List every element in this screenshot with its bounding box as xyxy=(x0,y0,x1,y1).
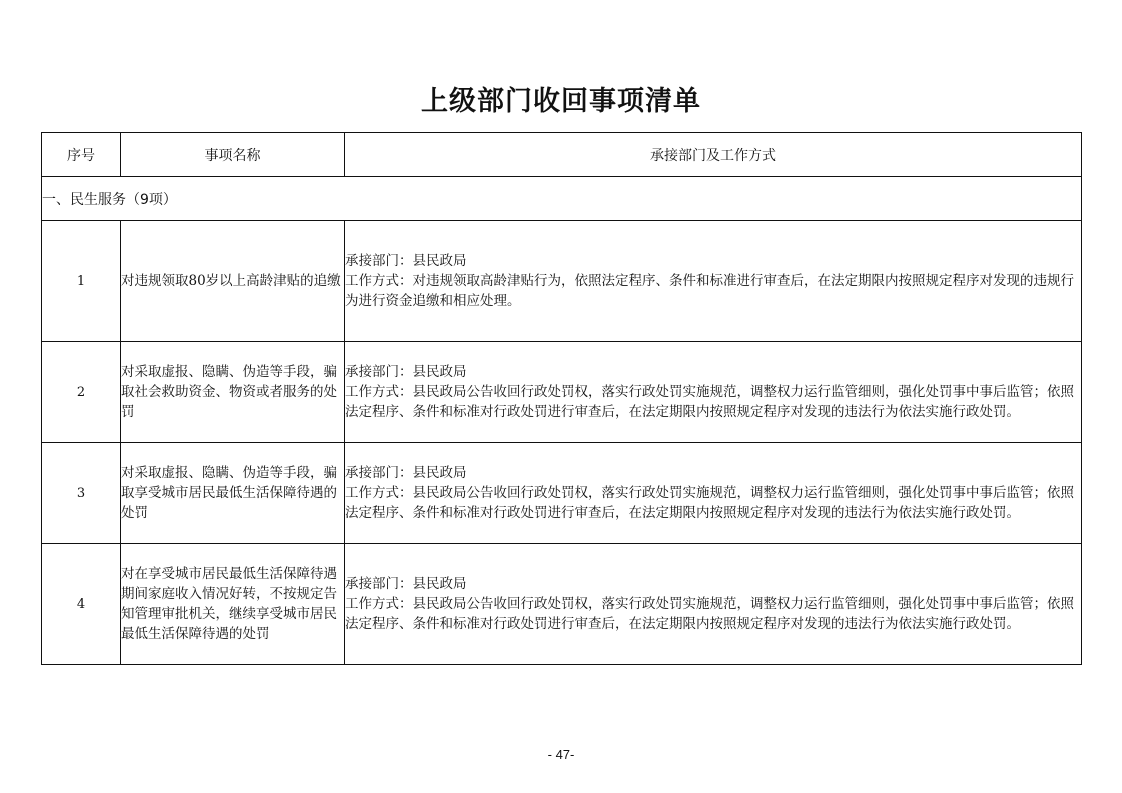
row-method xyxy=(345,342,1082,443)
row-dept-text: 承接部门：县民政局 xyxy=(345,253,467,269)
table-row xyxy=(42,342,1082,443)
row-name: 对采取虚报、隐瞒、伪造等手段，骗取社会救助资金、物资或者服务的处罚 xyxy=(121,342,345,443)
row-method-text: 工作方式：对违规领取高龄津贴行为，依照法定程序、条件和标准进行审查后，在法定期限内按照规定程序对发现的违规行为进行资金追缴和相应处理。 xyxy=(345,273,1074,309)
row-method xyxy=(345,443,1082,544)
items-table xyxy=(41,132,1082,665)
table-row xyxy=(42,221,1082,342)
row-method-text: 工作方式：县民政局公告收回行政处罚权，落实行政处罚实施规范，调整权力运行监管细则，强化处罚事中事后监管；依照法定程序、条件和标准对行政处罚进行审查后，在法定期限内按照规定程序对发现的违法行为依法实施行政处罚。 xyxy=(345,596,1074,632)
row-dept-text: 承接部门：县民政局 xyxy=(345,465,467,481)
document-title: 上级部门收回事项清单 xyxy=(421,86,701,117)
row-method-text: 工作方式：县民政局公告收回行政处罚权，落实行政处罚实施规范，调整权力运行监管细则，强化处罚事中事后监管；依照法定程序、条件和标准对行政处罚进行审查后，在法定期限内按照规定程序对发现的违法行为依法实施行政处罚。 xyxy=(345,384,1074,420)
header-name: 事项名称 xyxy=(121,133,345,177)
row-dept-text: 承接部门：县民政局 xyxy=(345,576,467,592)
row-name: 对违规领取80岁以上高龄津贴的追缴 xyxy=(121,221,345,342)
header-seq: 序号 xyxy=(42,133,121,177)
header-method: 承接部门及工作方式 xyxy=(345,133,1082,177)
row-seq: 3 xyxy=(42,443,121,544)
table-header-row xyxy=(42,133,1082,177)
page-number: - 47- xyxy=(547,747,575,762)
table-row xyxy=(42,443,1082,544)
row-seq: 4 xyxy=(42,544,121,665)
row-seq: 1 xyxy=(42,221,121,342)
row-name: 对采取虚报、隐瞒、伪造等手段，骗取享受城市居民最低生活保障待遇的处罚 xyxy=(121,443,345,544)
row-name: 对在享受城市居民最低生活保障待遇期间家庭收入情况好转，不按规定告知管理审批机关，继续享受城市居民最低生活保障待遇的处罚 xyxy=(121,544,345,665)
row-seq: 2 xyxy=(42,342,121,443)
row-dept-text: 承接部门：县民政局 xyxy=(345,364,467,380)
table-row xyxy=(42,544,1082,665)
section-title: 一、民生服务（9项） xyxy=(42,177,1082,221)
row-method-text: 工作方式：县民政局公告收回行政处罚权，落实行政处罚实施规范，调整权力运行监管细则，强化处罚事中事后监管；依照法定程序、条件和标准对行政处罚进行审查后，在法定期限内按照规定程序对发现的违法行为依法实施行政处罚。 xyxy=(345,485,1074,521)
section-row xyxy=(42,177,1082,221)
row-method xyxy=(345,221,1082,342)
row-method xyxy=(345,544,1082,665)
